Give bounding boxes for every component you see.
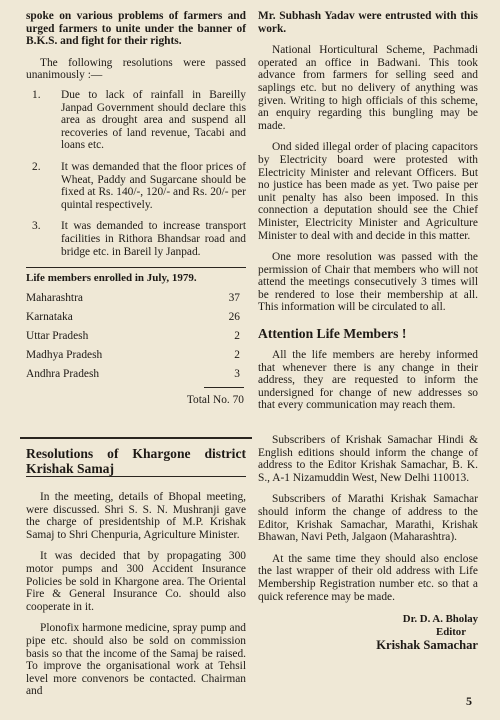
right-paragraph-3: Ond sided illegal order of placing capacitors by Electricity board were protested with Electricity Minister and relevant Officers. But no justice has been made as yet. Two paise per unit penalty has also been imposed. In this connection a deputation should see the Chief Minister, Electricity Minister and Agriculture Minister to deal with and decide in this matter. (258, 141, 478, 242)
signature-name: Dr. D. A. Bholay (402, 613, 478, 626)
attention-paragraph-3: Subscribers of Marathi Krishak Samachar should inform the change of address to the Editor, Krishak Samachar, Marathi, Krishak Bhawan, Navi Peth, Jalgaon (Maharashtra). (258, 493, 478, 544)
khargone-heading (26, 446, 246, 477)
right-column (258, 10, 478, 652)
enrollment-row (26, 368, 246, 381)
state-name: Uttar Pradesh (26, 330, 89, 343)
signature-role: Editor (436, 626, 466, 639)
member-count: 2 (234, 330, 240, 343)
khargone-paragraph-1: In the meeting, details of Bhopal meeting, were discussed. Shri S. S. N. Mushranji gave the charge of presidentship of M.P. Krishak Samaj to Shri Chenpuria, Agriculture Minister. (26, 491, 246, 541)
resolution-number: 3. (32, 220, 41, 233)
member-count: 37 (228, 292, 240, 305)
left-column (26, 10, 246, 406)
page-number: 5 (466, 694, 472, 708)
khargone-paragraph-3: Plonofix harmone medicine, spray pump and pipe etc. should also be sold on commission basis so that the income of the Samaj be raised. To improve the organisational work at Tehsil level more convenors be contacted. Chairman and (26, 622, 246, 698)
resolution-number: 2. (32, 160, 41, 173)
enrollment-row (26, 292, 246, 305)
signature-publication: Krishak Samachar (376, 638, 478, 653)
khargone-paragraph-2: It was decided that by propagating 300 motor pumps and 300 Accident Insurance Policies be sold in Khargone area. The Oriental Fire & General Insurance Co. should also cooperate in it. (26, 550, 246, 613)
enrollment-title: Life members enrolled in July, 1979. (26, 272, 197, 285)
state-name: Maharashtra (26, 292, 83, 305)
right-paragraph-2: National Horticultural Scheme, Pachmadi operated an office in Badwani. This took advance from farmers for selling seed and saplings etc. but no delivery of anything was given. Writing to high officials of this scheme, an enquiry regarding this bungling may be made. (258, 44, 478, 132)
resolutions-intro: The following resolutions were passed unanimously :— (26, 56, 246, 82)
resolution-text: Due to lack of rainfall in Bareilly Janpad Government should declare this area as drought area and suspend all recoveries of land revenue, Tacabi and loans etc. (61, 88, 246, 152)
state-name: Karnataka (26, 311, 73, 324)
khargone-title: Resolutions of Khargone district Krishak Samaj (26, 446, 246, 476)
resolution-text: It was demanded to increase transport facilities in Rithora Bhandsar road and bridge etc. in Bareil ly Janpad. (61, 220, 246, 258)
enrollment-row (26, 311, 246, 324)
resolution-text: It was demanded that the floor prices of Wheat, Paddy and Sugarcane should be fixed at Rs. 140/-, 120/- and Rs. 20/- per quintal respectively. (61, 160, 246, 211)
enrollment-row (26, 330, 246, 343)
resolution-item (26, 161, 246, 211)
enrollment-total: Total No. 70 (186, 394, 244, 407)
enrollment-row (26, 349, 246, 362)
attention-paragraph-1: All the life members are hereby informed that whenever there is any change in their address, they are requested to inform the undersigned for change of new addresses so that every communication may reach them. (258, 349, 478, 412)
signature-block (258, 613, 478, 652)
resolution-number: 1. (32, 88, 41, 101)
member-count: 26 (228, 311, 240, 324)
right-paragraph-4: One more resolution was passed with the permission of Chair that members who will not attend the meetings consecutively 3 times will be rendered to lose their membership at all. This information will be circulated to all. (258, 251, 478, 314)
member-count: 3 (234, 368, 240, 381)
member-count: 2 (234, 349, 240, 362)
resolution-item (26, 220, 246, 258)
state-name: Madhya Pradesh (26, 349, 103, 362)
khargone-section (26, 446, 246, 698)
total-divider (204, 387, 244, 388)
resolution-item (26, 89, 246, 152)
section-divider (20, 437, 252, 439)
resolutions-list (26, 89, 246, 258)
right-paragraph-1: Mr. Subhash Yadav were entrusted with this work. (258, 10, 478, 35)
attention-paragraph-2: Subscribers of Krishak Samachar Hindi & English editions should inform the change of address to the Editor Krishak Samachar, B. K. S., A-1 Nizamuddin West, New Delhi 110013. (258, 434, 478, 484)
enrollment-table (26, 267, 246, 406)
attention-heading: Attention Life Members ! (258, 326, 407, 342)
intro-paragraph: spoke on various problems of farmers and urged farmers to unite under the banner of B.K.S. and fight for their rights. (26, 10, 246, 48)
state-name: Andhra Pradesh (26, 368, 100, 381)
attention-paragraph-4: At the same time they should also enclose the last wrapper of their old address with Life Membership Registration number etc. so that a quick reference may be made. (258, 552, 478, 603)
